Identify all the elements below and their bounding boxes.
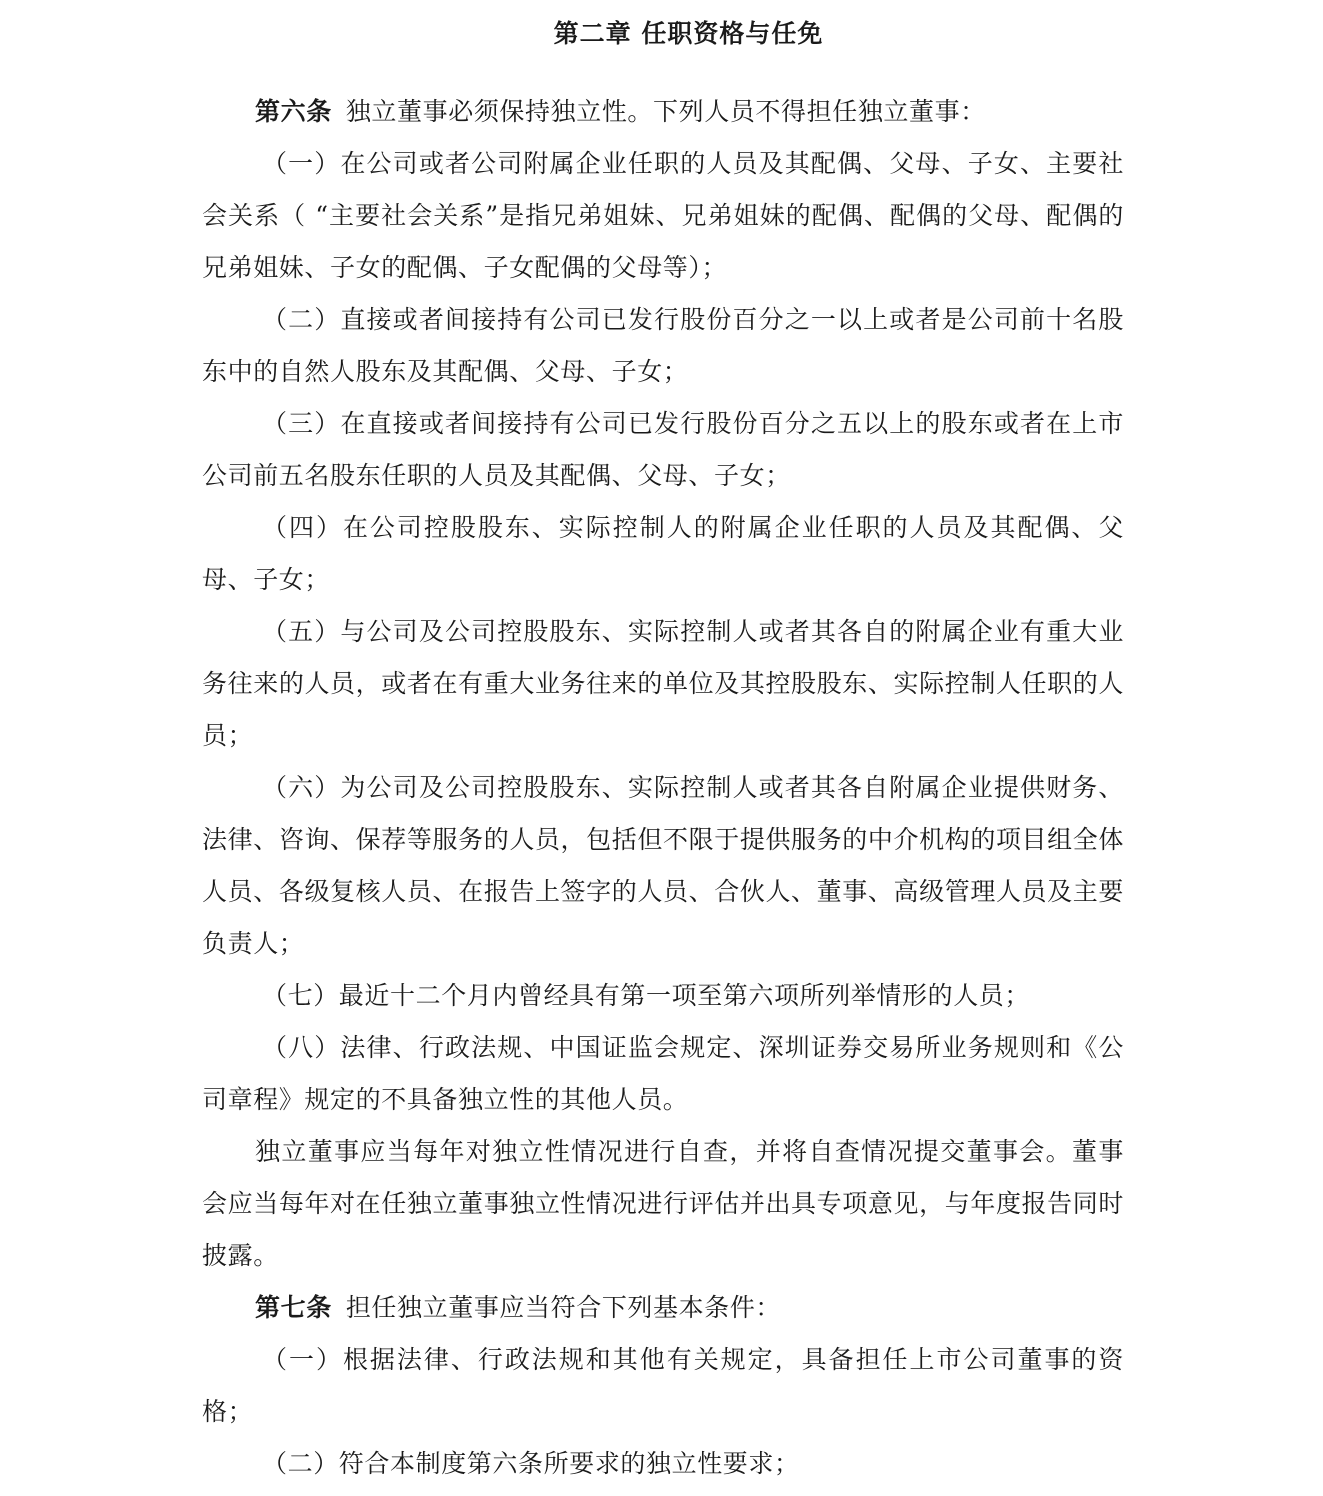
article-7-intro-text: 担任独立董事应当符合下列基本条件： xyxy=(345,1293,782,1322)
article-6-item-5: （五）与公司及公司控股股东、实际控制人或者其各自的附属企业有重大业务往来的人员，或者在有重大业务往来的单位及其控股股东、实际控制人任职的人员； xyxy=(202,617,1124,750)
article-6-intro-text: 独立董事必须保持独立性。下列人员不得担任独立董事： xyxy=(345,97,986,126)
article-6-item-6: （六）为公司及公司控股股东、实际控制人或者其各自附属企业提供财务、法律、咨询、保荐等服务的人员，包括但不限于提供服务的中介机构的项目组全体人员、各级复核人员、在报告上签字的人员、合伙人、董事、高级管理人员及主要负责人； xyxy=(202,773,1124,958)
article-6-intro xyxy=(202,86,1124,138)
article-6-item-7: （七）最近十二个月内曾经具有第一项至第六项所列举情形的人员； xyxy=(262,981,1031,1010)
article-6-item-1: （一）在公司或者公司附属企业任职的人员及其配偶、父母、子女、主要社会关系（ “主要社会关系”是指兄弟姐妹、兄弟姐妹的配偶、配偶的父母、配偶的兄弟姐妹、子女的配偶、子女配偶的父母等）； xyxy=(202,149,1124,282)
article-6-closing: 独立董事应当每年对独立性情况进行自查，并将自查情况提交董事会。董事会应当每年对在任独立董事独立性情况进行评估并出具专项意见，与年度报告同时披露。 xyxy=(202,1137,1124,1270)
article-7-item-1: （一）根据法律、行政法规和其他有关规定，具备担任上市公司董事的资格； xyxy=(202,1345,1124,1426)
document-body xyxy=(202,86,1124,1490)
chapter-title: 第二章 任职资格与任免 xyxy=(553,19,824,48)
article-6-item-2: （二）直接或者间接持有公司已发行股份百分之一以上或者是公司前十名股东中的自然人股东及其配偶、父母、子女； xyxy=(202,305,1124,386)
article-6-item-8: （八）法律、行政法规、中国证监会规定、深圳证券交易所业务规则和《公司章程》规定的不具备独立性的其他人员。 xyxy=(202,1033,1124,1114)
article-7-label: 第七条 xyxy=(255,1293,332,1322)
article-6-item-3: （三）在直接或者间接持有公司已发行股份百分之五以上的股东或者在上市公司前五名股东任职的人员及其配偶、父母、子女； xyxy=(202,409,1124,490)
article-7-intro xyxy=(202,1282,1124,1334)
article-7-item-2: （二）符合本制度第六条所要求的独立性要求； xyxy=(262,1449,800,1478)
article-6-item-4: （四）在公司控股股东、实际控制人的附属企业任职的人员及其配偶、父母、子女； xyxy=(202,513,1124,594)
article-6-label: 第六条 xyxy=(255,97,332,126)
